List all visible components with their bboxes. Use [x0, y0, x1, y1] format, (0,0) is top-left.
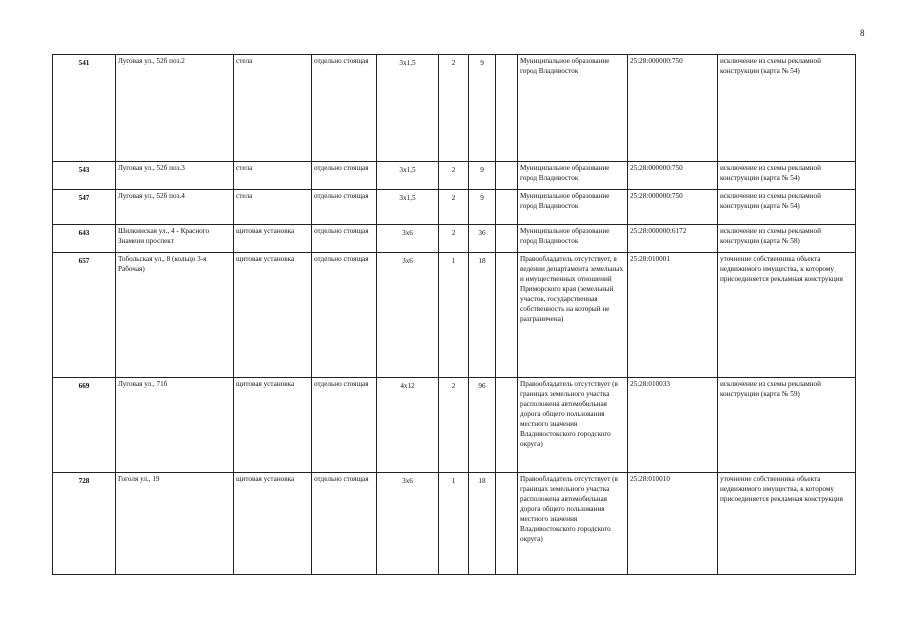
cell-type: щитовая установка — [234, 225, 312, 253]
cell-placement: отдельно стоящая — [312, 253, 377, 378]
cell-area: 9 — [469, 162, 496, 190]
cell-blank — [496, 55, 518, 162]
table-row — [53, 253, 856, 378]
cell-size: 4x12 — [377, 378, 439, 473]
cell-owner: Правообладатель отсутствует (в границах земельного участка расположена автомобильная дорога общего пользования местного значения Владивостокского городского округа) — [518, 378, 628, 473]
cell-blank — [496, 378, 518, 473]
cell-address: Гоголя ул., 19 — [116, 473, 234, 575]
cell-number: 657 — [53, 253, 116, 378]
cell-address: Тобольская ул., 8 (кольцо 3-я Рабочая) — [116, 253, 234, 378]
cell-cadastral: 25:28:000000:750 — [628, 190, 718, 225]
cell-number: 541 — [53, 55, 116, 162]
advertising-structures-table — [52, 54, 856, 575]
cell-cadastral: 25:28:010033 — [628, 378, 718, 473]
cell-sides: 2 — [439, 225, 469, 253]
cell-sides: 2 — [439, 55, 469, 162]
cell-type: стела — [234, 190, 312, 225]
table-row — [53, 473, 856, 575]
cell-number: 547 — [53, 190, 116, 225]
cell-address: Луговая ул., 52б поз.3 — [116, 162, 234, 190]
cell-cadastral: 25:28:000000:750 — [628, 55, 718, 162]
cell-action: исключение из схемы рекламной конструкции (карта № 59) — [718, 378, 856, 473]
table-row — [53, 225, 856, 253]
table-row — [53, 190, 856, 225]
cell-size: 3x6 — [377, 473, 439, 575]
cell-number: 543 — [53, 162, 116, 190]
cell-type: стела — [234, 162, 312, 190]
cell-blank — [496, 253, 518, 378]
table-row — [53, 162, 856, 190]
cell-area: 18 — [469, 253, 496, 378]
cell-owner: Муниципальное образование город Владивосток — [518, 190, 628, 225]
cell-action: исключение из схемы рекламной конструкции (карта № 58) — [718, 225, 856, 253]
cell-owner: Правообладатель отсутствует, в ведении департамента земельных и имущественных отношений Приморского края (земельный участок, государственная собственность на который не разграничена) — [518, 253, 628, 378]
cell-cadastral: 25:28:000000:6172 — [628, 225, 718, 253]
cell-type: щитовая установка — [234, 253, 312, 378]
cell-cadastral: 25:28:010010 — [628, 473, 718, 575]
cell-placement: отдельно стоящая — [312, 378, 377, 473]
cell-blank — [496, 473, 518, 575]
cell-number: 643 — [53, 225, 116, 253]
cell-placement: отдельно стоящая — [312, 225, 377, 253]
cell-size: 3x6 — [377, 253, 439, 378]
cell-address: Луговая ул., 52б поз.4 — [116, 190, 234, 225]
table-row — [53, 55, 856, 162]
cell-sides: 1 — [439, 473, 469, 575]
cell-size: 3x6 — [377, 225, 439, 253]
cell-size: 3x1,5 — [377, 190, 439, 225]
cell-owner: Правообладатель отсутствует (в границах земельного участка расположена автомобильная дорога общего пользования местного значения Владивостокского городского округа) — [518, 473, 628, 575]
cell-blank — [496, 225, 518, 253]
cell-blank — [496, 162, 518, 190]
cell-placement: отдельно стоящая — [312, 162, 377, 190]
cell-size: 3x1,5 — [377, 55, 439, 162]
cell-placement: отдельно стоящая — [312, 473, 377, 575]
cell-owner: Муниципальное образование город Владивосток — [518, 162, 628, 190]
cell-area: 9 — [469, 55, 496, 162]
cell-placement: отдельно стоящая — [312, 55, 377, 162]
cell-cadastral: 25:28:000000:750 — [628, 162, 718, 190]
cell-cadastral: 25:28:010001 — [628, 253, 718, 378]
cell-type: щитовая установка — [234, 378, 312, 473]
cell-action: исключение из схемы рекламной конструкции (карта № 54) — [718, 190, 856, 225]
cell-area: 36 — [469, 225, 496, 253]
cell-type: стела — [234, 55, 312, 162]
cell-sides: 2 — [439, 190, 469, 225]
cell-number: 669 — [53, 378, 116, 473]
cell-owner: Муниципальное образование город Владивосток — [518, 55, 628, 162]
cell-action: исключение из схемы рекламной конструкции (карта № 54) — [718, 162, 856, 190]
cell-size: 3x1,5 — [377, 162, 439, 190]
cell-action: исключение из схемы рекламной конструкции (карта № 54) — [718, 55, 856, 162]
cell-blank — [496, 190, 518, 225]
cell-sides: 2 — [439, 378, 469, 473]
cell-placement: отдельно стоящая — [312, 190, 377, 225]
cell-sides: 2 — [439, 162, 469, 190]
cell-action: уточнение собственника объекта недвижимого имущества, к которому присоединяется рекламная конструкция — [718, 473, 856, 575]
cell-number: 728 — [53, 473, 116, 575]
cell-action: уточнение собственника объекта недвижимого имущества, к которому присоединяется рекламная конструкция — [718, 253, 856, 378]
cell-type: щитовая установка — [234, 473, 312, 575]
page-number: 8 — [860, 28, 865, 38]
cell-address: Луговая ул., 71б — [116, 378, 234, 473]
table-row — [53, 378, 856, 473]
cell-address: Шилкинская ул., 4 - Красного Знамени проспект — [116, 225, 234, 253]
cell-owner: Муниципальное образование город Владивосток — [518, 225, 628, 253]
cell-address: Луговая ул., 52б поз.2 — [116, 55, 234, 162]
cell-area: 9 — [469, 190, 496, 225]
cell-sides: 1 — [439, 253, 469, 378]
cell-area: 96 — [469, 378, 496, 473]
cell-area: 18 — [469, 473, 496, 575]
